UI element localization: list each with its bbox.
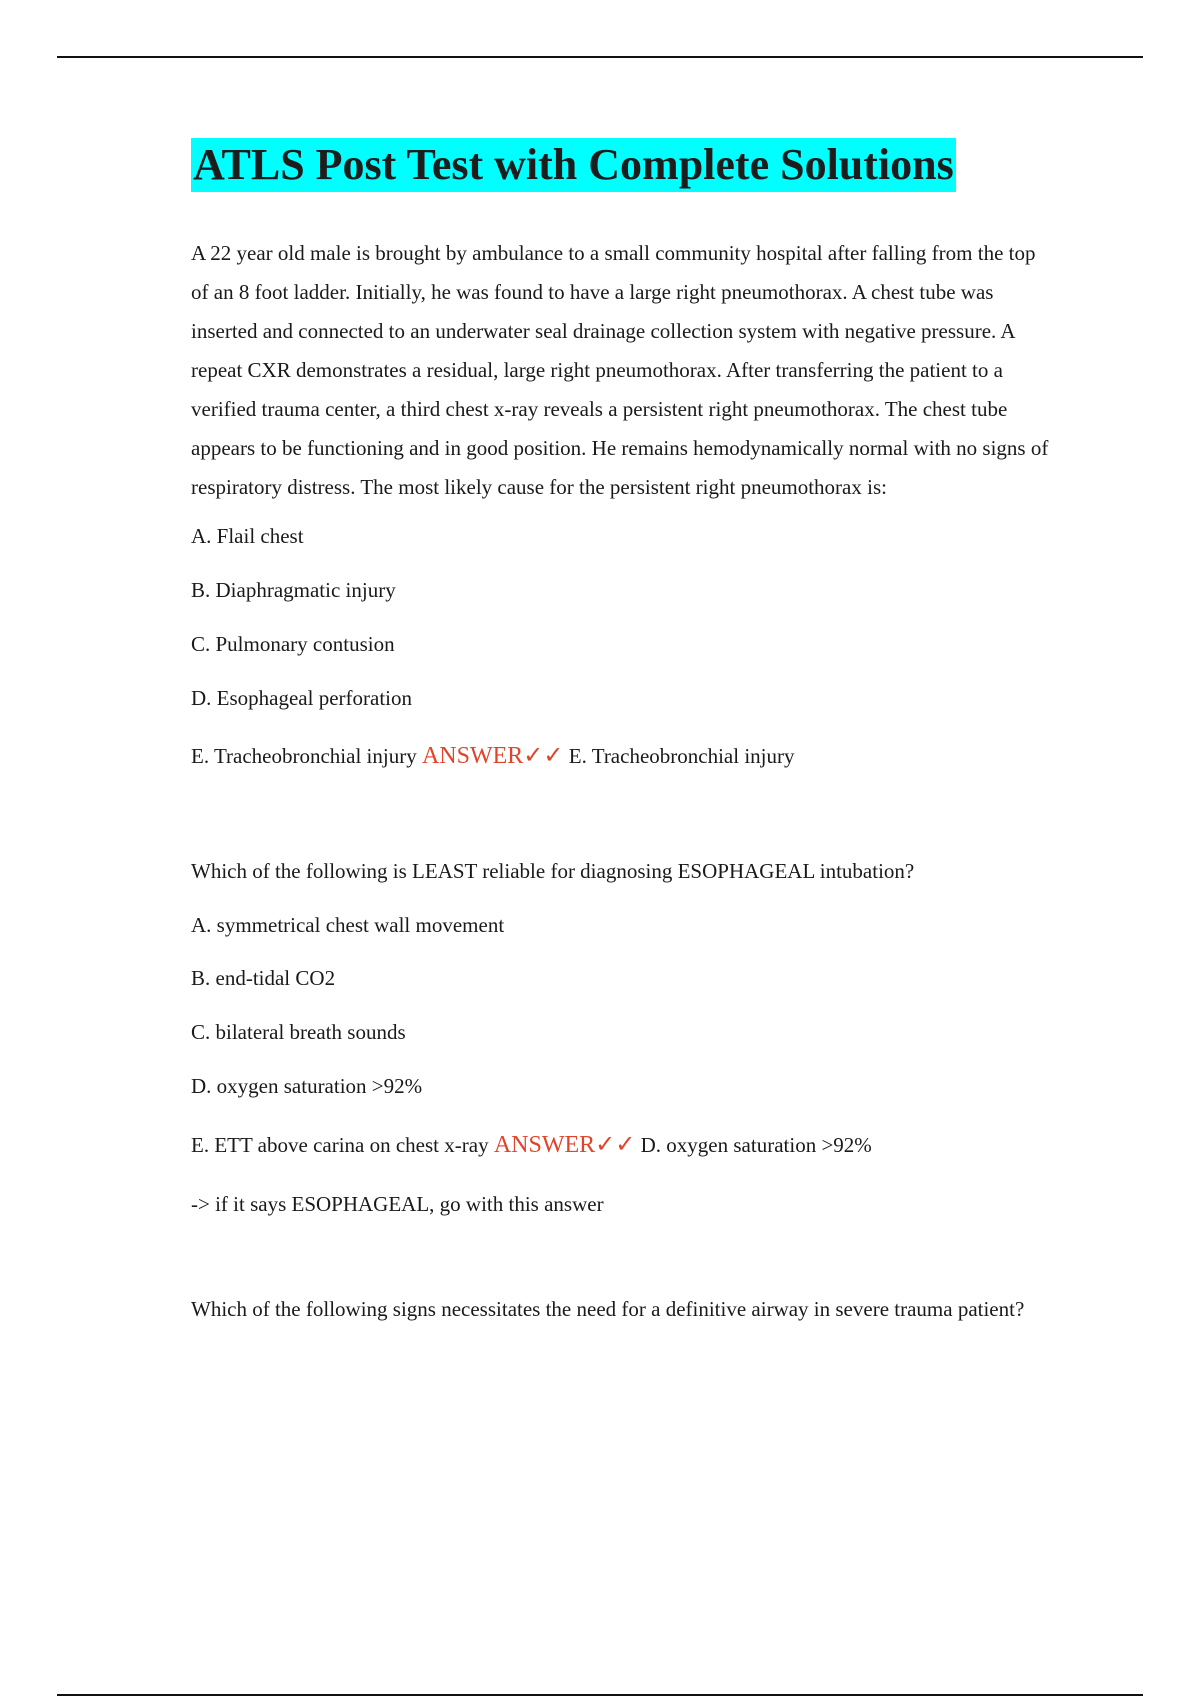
question-2-option-d: D. oxygen saturation >92% [191, 1074, 423, 1098]
question-1-option-c: C. Pulmonary contusion [191, 632, 395, 656]
question-2-option-b: B. end-tidal CO2 [191, 966, 336, 990]
question-3 [191, 1290, 1051, 1329]
question-2-option-c: C. bilateral breath sounds [191, 1020, 406, 1044]
question-1-option-b: B. Diaphragmatic injury [191, 578, 396, 602]
question-2-stem: Which of the following is LEAST reliable for diagnosing ESOPHAGEAL intubation? [191, 859, 915, 883]
question-1 [191, 234, 1051, 770]
page-title: ATLS Post Test with Complete Solutions [191, 138, 956, 192]
question-1-option-e: E. Tracheobronchial injury [191, 744, 417, 768]
question-2-note: -> if it says ESOPHAGEAL, go with this answer [191, 1192, 604, 1216]
question-1-answer-text: E. Tracheobronchial injury [568, 744, 795, 768]
question-2 [191, 857, 1051, 1218]
question-3-stem: Which of the following signs necessitates the need for a definitive airway in severe trauma patient? [191, 1297, 1025, 1321]
question-1-option-d: D. Esophageal perforation [191, 686, 413, 710]
question-2-option-a: A. symmetrical chest wall movement [191, 913, 505, 937]
bottom-rule [57, 1694, 1143, 1696]
question-1-stem: A 22 year old male is brought by ambulance to a small community hospital after falling from the top of an 8 foot ladder. Initially, he was found to have a large right pneumothorax. A chest tube was inserted and connected to an underwater seal drainage collection system with negative pressure. A repeat CXR demonstrates a residual, large right pneumothorax. After transferring the patient to a verified trauma center, a third chest x-ray reveals a persistent right pneumothorax. The chest tube appears to be functioning and in good position. He remains hemodynamically normal with no signs of respiratory distress. The most likely cause for the persistent right pneumothorax is: [191, 241, 1049, 499]
question-1-answer-label: ANSWER✓✓ [421, 743, 564, 769]
question-2-answer-text: D. oxygen saturation >92% [640, 1133, 872, 1157]
question-1-option-a: A. Flail chest [191, 524, 304, 548]
question-2-answer-line [191, 1131, 1051, 1159]
question-1-answer-line [191, 742, 1051, 770]
top-rule [57, 56, 1143, 58]
question-2-option-e: E. ETT above carina on chest x-ray [191, 1133, 489, 1157]
question-2-answer-label: ANSWER✓✓ [493, 1132, 636, 1158]
document-body [191, 138, 1051, 1329]
